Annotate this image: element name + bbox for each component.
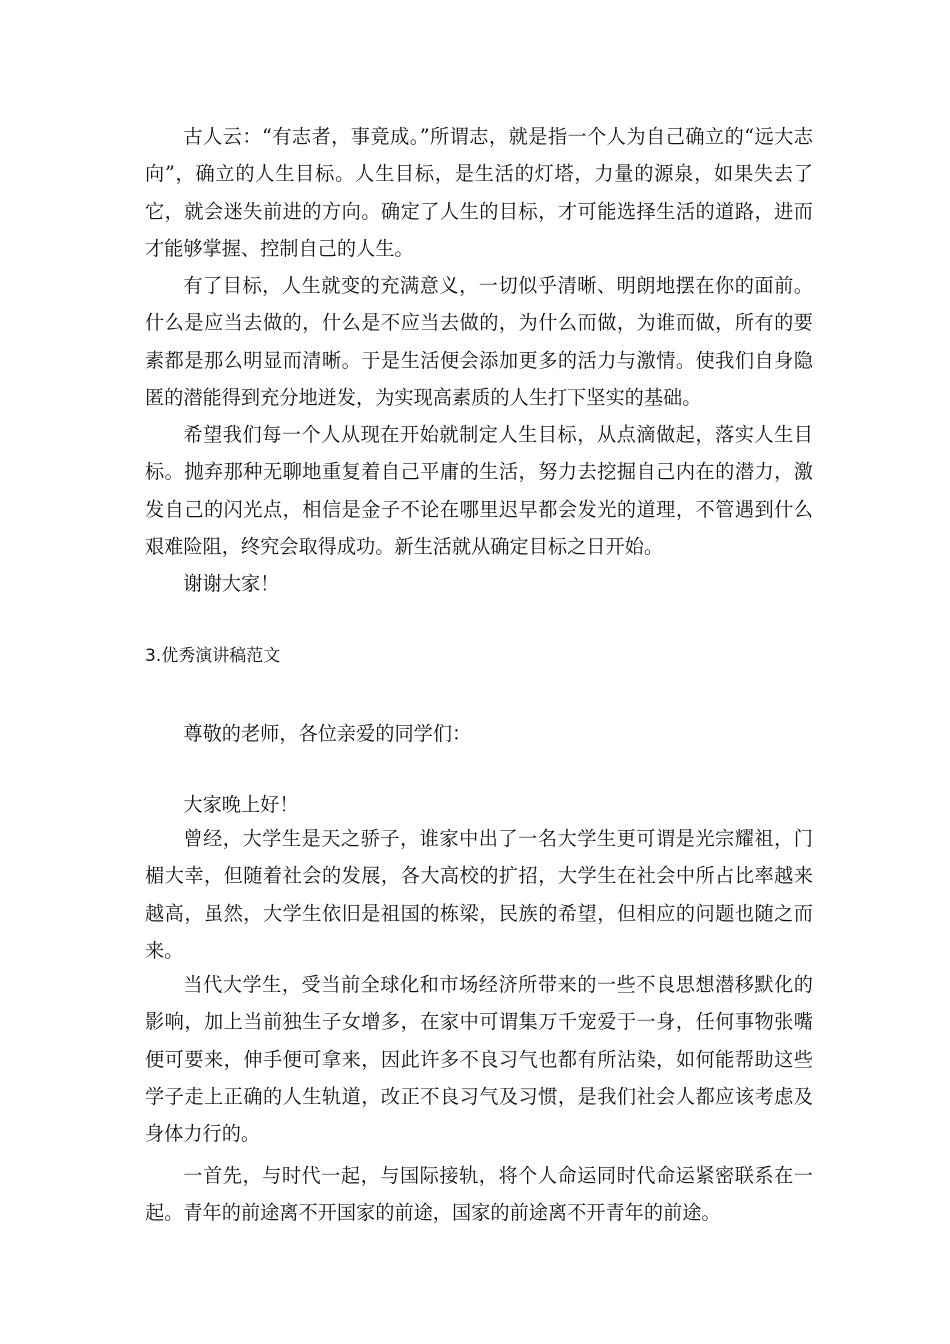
paragraph-contemporary-students: 当代大学生，受当前全球化和市场经济所带来的一些不良思想潜移默化的影响，加上当前独生子女增多，在家中可谓集万千宠爱于一身，任何事物张嘴便可要来，伸手便可拿来，因此许多不良习气也都有所沾染，如何能帮助这些学子走上正确的人生轨道，改正不良习气及习惯，是我们社会人都应该考虑及身体力行的。: [145, 973, 813, 1146]
greeting: 大家晚上好！: [183, 793, 299, 816]
paragraph-goal-meaning: 有了目标，人生就变的充满意义，一切似乎清晰、明朗地摆在你的面前。什么是应当去做的，什么是不应当去做的，为什么而做，为谁而做，所有的要素都是那么明显而清晰。于是生活便会添加更多的活力与激情。使我们自身隐匿的潜能得到充分地迸发，为实现高素质的人生打下坚实的基础。: [145, 274, 813, 409]
paragraph-thanks: 谢谢大家！: [183, 572, 280, 595]
paragraph-goal-hope: 希望我们每一个人从现在开始就制定人生目标，从点滴做起，落实人生目标。抛弃那种无聊地重复着自己平庸的生活，努力去挖掘自己内在的潜力，激发自己的闪光点，相信是金子不论在哪里迟早都会发光的道理，不管遇到什么艰难险阻，终究会取得成功。新生活就从确定目标之日开始。: [145, 423, 813, 558]
paragraph-college-students: 曾经，大学生是天之骄子，谁家中出了一名大学生更可谓是光宗耀祖，门楣大幸，但随着社会的发展，各大高校的扩招，大学生在社会中所占比率越来越高，虽然，大学生依旧是祖国的栋梁，民族的希望，但相应的问题也随之而来。: [145, 827, 813, 962]
salutation: 尊敬的老师，各位亲爱的同学们：: [183, 722, 472, 745]
paragraph-goal-definition: 古人云：“有志者，事竟成。”所谓志，就是指一个人为自己确立的“远大志向”，确立的人生目标。人生目标，是生活的灯塔，力量的源泉，如果失去了它，就会迷失前进的方向。确定了人生的目标，才可能选择生活的道路，进而才能够掌握、控制自己的人生。: [145, 125, 813, 260]
paragraph-first-point: 一首先，与时代一起，与国际接轨，将个人命运同时代命运紧密联系在一起。青年的前途离不开国家的前途，国家的前途离不开青年的前途。: [145, 1164, 813, 1225]
section-heading: 3.优秀演讲稿范文: [145, 646, 281, 666]
